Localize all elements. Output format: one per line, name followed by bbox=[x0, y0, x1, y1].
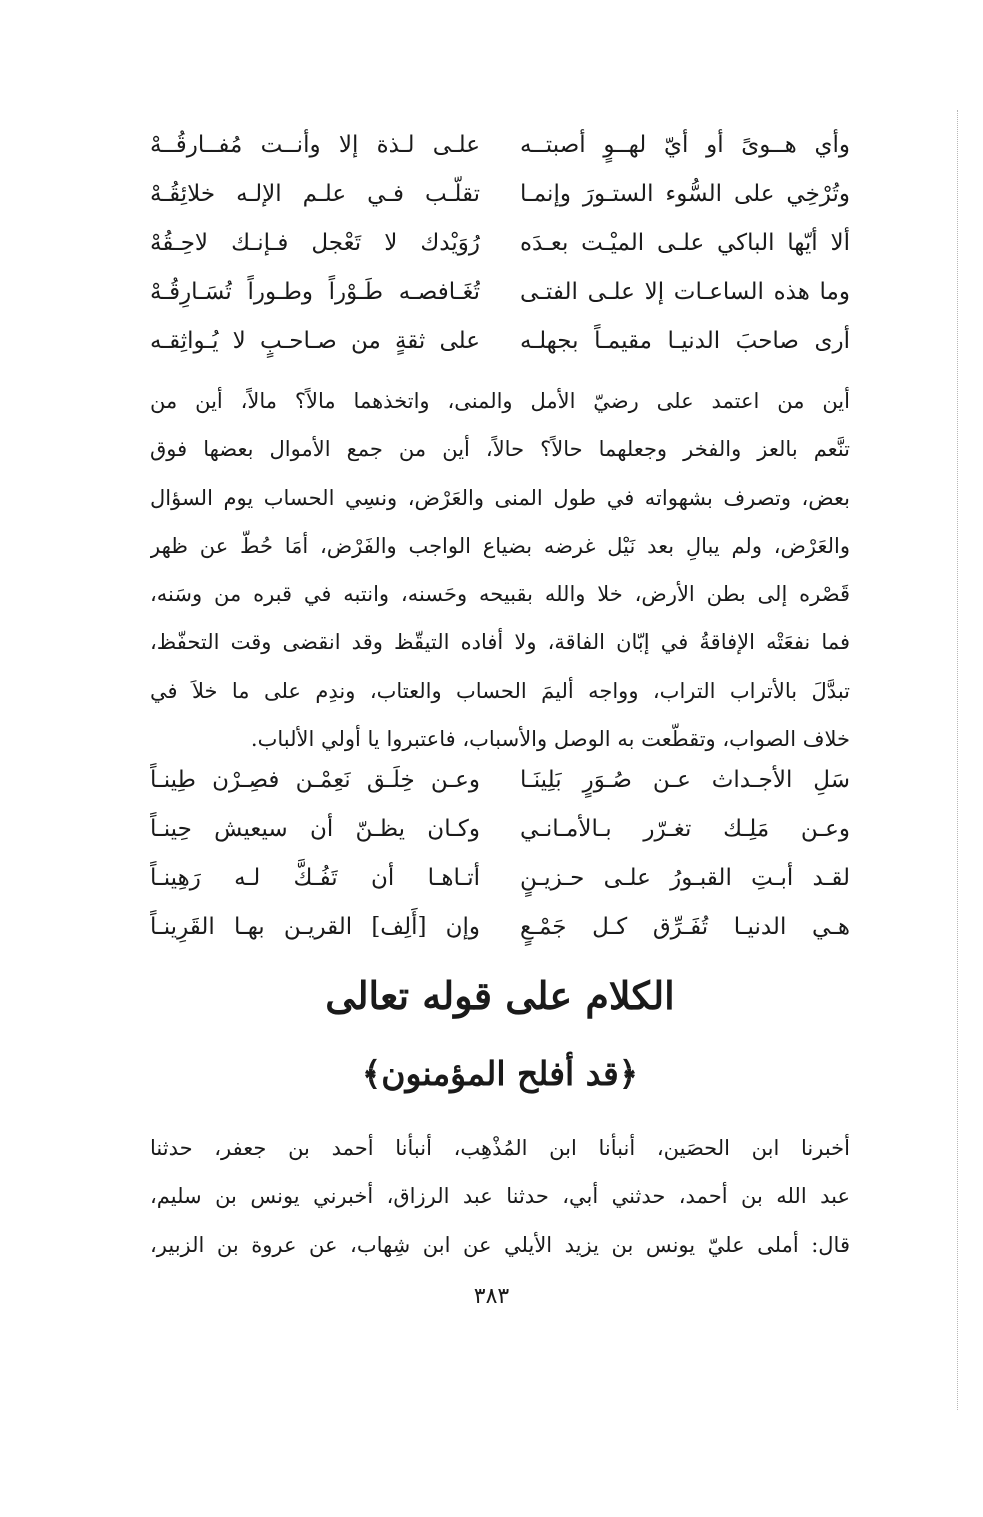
poem-verse bbox=[150, 219, 850, 268]
prose-paragraph-2 bbox=[150, 1124, 850, 1269]
verse-first-hemistich: وأي هــوىً أو أيّ لهــوٍ أصبتــه bbox=[520, 132, 850, 158]
verse-second-hemistich: وكـان يظـنّ أن سيعيش حِينـاً bbox=[150, 816, 480, 842]
prose-line: أخبرنا ابن الحصَين، أنبأنا ابن المُذْهِب، أنبأنا أحمد بن جعفر، حدثنا bbox=[150, 1136, 850, 1160]
page-edge-line bbox=[957, 110, 959, 1410]
verse-second-hemistich: علـى لـذة إلا وأنــت مُفــارقُــهْ bbox=[150, 132, 480, 158]
poem-verse bbox=[150, 317, 850, 366]
verse-first-hemistich: سَلِ الأجـداث عـن صُـوَرٍ بَلِينَـا bbox=[520, 767, 850, 793]
quran-verse-heading: ﴿قد أفلح المؤمنون﴾ bbox=[361, 1054, 639, 1093]
verse-second-hemistich: تقلّـب فـي علـم الإلـه خلائِقُـهْ bbox=[150, 181, 480, 207]
prose-line: قال: أملى عليّ يونس بن يزيد الأيلي عن ابن شِهاب، عن عروة بن الزبير، bbox=[150, 1232, 850, 1257]
verse-second-hemistich: وعـن خِلَـق نَعِمْـن فصِـرْن طِينـاً bbox=[150, 767, 480, 793]
verse-first-hemistich: ألا أيّها الباكي علـى الميْـت بعـدَه bbox=[520, 230, 850, 256]
poem-verse bbox=[150, 903, 850, 952]
verse-first-hemistich: وما هذه الساعـات إلا علـى الفتـى bbox=[520, 279, 850, 305]
verse-first-hemistich: هـي الدنيـا تُفَـرِّق كـل جَمْـعٍ bbox=[520, 914, 850, 940]
verse-second-hemistich: أتـاهـا أن تَفُـكَّ لـه رَهِينـاً bbox=[150, 865, 480, 891]
prose-paragraph-1 bbox=[150, 377, 850, 763]
poem-bottom bbox=[150, 756, 850, 952]
poem-verse bbox=[150, 805, 850, 854]
verse-second-hemistich: رُوَيْدك لا تَعْجل فـإنـك لاحِـقُهْ bbox=[150, 230, 480, 256]
prose-line: تبدَّلَ بالأتراب التراب، وواجه أليمَ الحساب والعتاب، وندِم على ما خلاَ في bbox=[150, 678, 850, 703]
prose-line: والعَرْض، ولم يبالِ بعد نَيْل غرضه بضياع الواجب والفَرْض، أمَا حُطّ عن ظهر bbox=[150, 533, 850, 558]
poem-verse bbox=[150, 756, 850, 805]
verse-first-hemistich: لقـد أبـتِ القبـورُ علـى حـزيـنٍ bbox=[520, 865, 850, 891]
section-heading: الكلام على قوله تعالى bbox=[325, 973, 675, 1018]
verse-first-hemistich: وتُرْخِي على السُّوء الستـورَ وإنمـا bbox=[520, 181, 850, 207]
prose-line: تنَّعم بالعز والفخر وجعلهما حالاً؟ حالاً، أين من جمع الأموال بعضها فوق bbox=[150, 437, 850, 462]
prose-line: خلاف الصواب، وتقطّعت به الوصل والأسباب، فاعتبروا يا أولي الألباب. bbox=[250, 727, 850, 752]
prose-line: بعض، وتصرف بشهواته في طول المنى والعَرْض، ونسِي الحساب يوم السؤال bbox=[150, 485, 850, 510]
poem-verse bbox=[150, 854, 850, 903]
prose-line: أين من اعتمد على رضيّ الأمل والمنى، واتخذهما مالاً؟ مالاً، أين من bbox=[150, 389, 850, 413]
verse-second-hemistich: تُغَـافصـه طَـوْراً وطـوراً تُسَـارِقُـهْ bbox=[150, 279, 480, 305]
prose-line: عبد الله بن أحمد، حدثني أبي، حدثنا عبد الرزاق، أخبرني يونس بن سليم، bbox=[150, 1184, 850, 1209]
verse-second-hemistich: على ثقةٍ من صـاحـبٍ لا يُـواثِقـه bbox=[150, 328, 480, 354]
poem-top bbox=[150, 121, 850, 366]
poem-verse bbox=[150, 121, 850, 170]
page-number: ٣٨٣ bbox=[473, 1284, 510, 1309]
prose-line: قَصْره إلى بطن الأرض، خلا والله بقبيحه وحَسنه، وانتبه في قبره من وسَنه، bbox=[150, 582, 850, 607]
prose-line: فما نفعَتْه الإفاقةُ في إبّان الفاقة، ولا أفاده التيقّظ وقد انقضى وقت التحفّظ، bbox=[150, 630, 850, 655]
verse-first-hemistich: أرى صاحبَ الدنيـا مقيمـاً بجهلـه bbox=[520, 328, 850, 354]
poem-verse bbox=[150, 170, 850, 219]
poem-verse bbox=[150, 268, 850, 317]
verse-second-hemistich: وإن [أَلِف] القريـن بهـا القَرِينـاً bbox=[150, 914, 480, 940]
verse-first-hemistich: وعـن مَلِـك تغـرّر بـالأمـانـي bbox=[520, 816, 850, 842]
